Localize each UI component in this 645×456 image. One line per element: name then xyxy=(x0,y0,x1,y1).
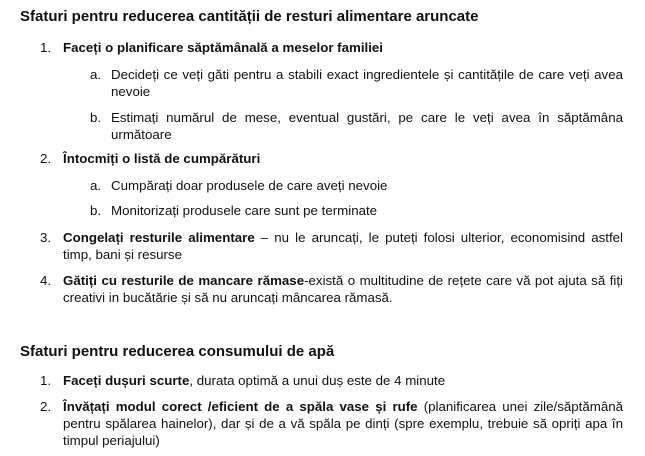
list-item-body: , durata optimă a unui duș este de 4 minute xyxy=(189,373,446,388)
section-heading-water: Sfaturi pentru reducerea consumului de apă xyxy=(20,343,335,360)
list-item-body: (planificarea unei zile/săptămână pentru spălarea hainelor), dar și de a vă spăla pe dinți (spre exemplu, trebuie să opriți apa în timpul periajului) xyxy=(63,399,624,448)
list-number: 4. xyxy=(40,273,52,288)
sub-letter: a. xyxy=(90,178,102,193)
list-item-body: -există o multitudine de rețete care vă pot ajuta să fiți creativi in bucătărie și să nu aruncați mâncarea rămasă. xyxy=(63,273,623,305)
list-item-body: – nu le aruncați, le puteți folosi ulterior, economisind astfel timp, bani și resurse xyxy=(63,230,623,262)
sub-letter: b. xyxy=(90,110,102,125)
sub-item-text: Decideți ce veți găti pentru a stabili exact ingredientele și cantitățile de care veți avea nevoie xyxy=(111,67,623,99)
section-heading-food-waste: Sfaturi pentru reducerea cantității de resturi alimentare aruncate xyxy=(20,8,479,25)
list-item-bold: Faceți o planificare săptămânală a meselor familiei xyxy=(63,40,384,55)
list-number: 2. xyxy=(40,399,52,414)
list-item-text xyxy=(63,229,623,263)
list-item-bold: Întocmiți o listă de cumpărături xyxy=(63,151,261,166)
list-item-bold: Faceți dușuri scurte xyxy=(63,373,190,388)
sub-item-text: Estimați numărul de mese, eventual gustări, pe care le veți avea în săptămâna următoare xyxy=(111,110,623,142)
sub-letter: b. xyxy=(90,203,102,218)
sub-item-text: Cumpărați doar produsele de care aveți nevoie xyxy=(111,178,388,193)
sub-item-text: Monitorizați produsele care sunt pe terminate xyxy=(111,203,378,218)
list-item-bold: Congelați resturile alimentare xyxy=(63,230,255,245)
list-number: 3. xyxy=(40,230,52,245)
list-item-bold: Învățați modul corect /eficient de a spăla vase și rufe xyxy=(63,399,418,414)
list-number: 1. xyxy=(40,373,52,388)
list-item-text xyxy=(63,372,623,389)
list-item-bold: Gătiți cu resturile de mancare rămase xyxy=(63,273,305,288)
list-item-text xyxy=(63,39,623,56)
list-item-text xyxy=(63,398,623,449)
list-number: 1. xyxy=(40,40,52,55)
sub-letter: a. xyxy=(90,67,102,82)
list-number: 2. xyxy=(40,151,52,166)
list-item-text xyxy=(63,150,623,167)
list-item-text xyxy=(63,272,623,306)
